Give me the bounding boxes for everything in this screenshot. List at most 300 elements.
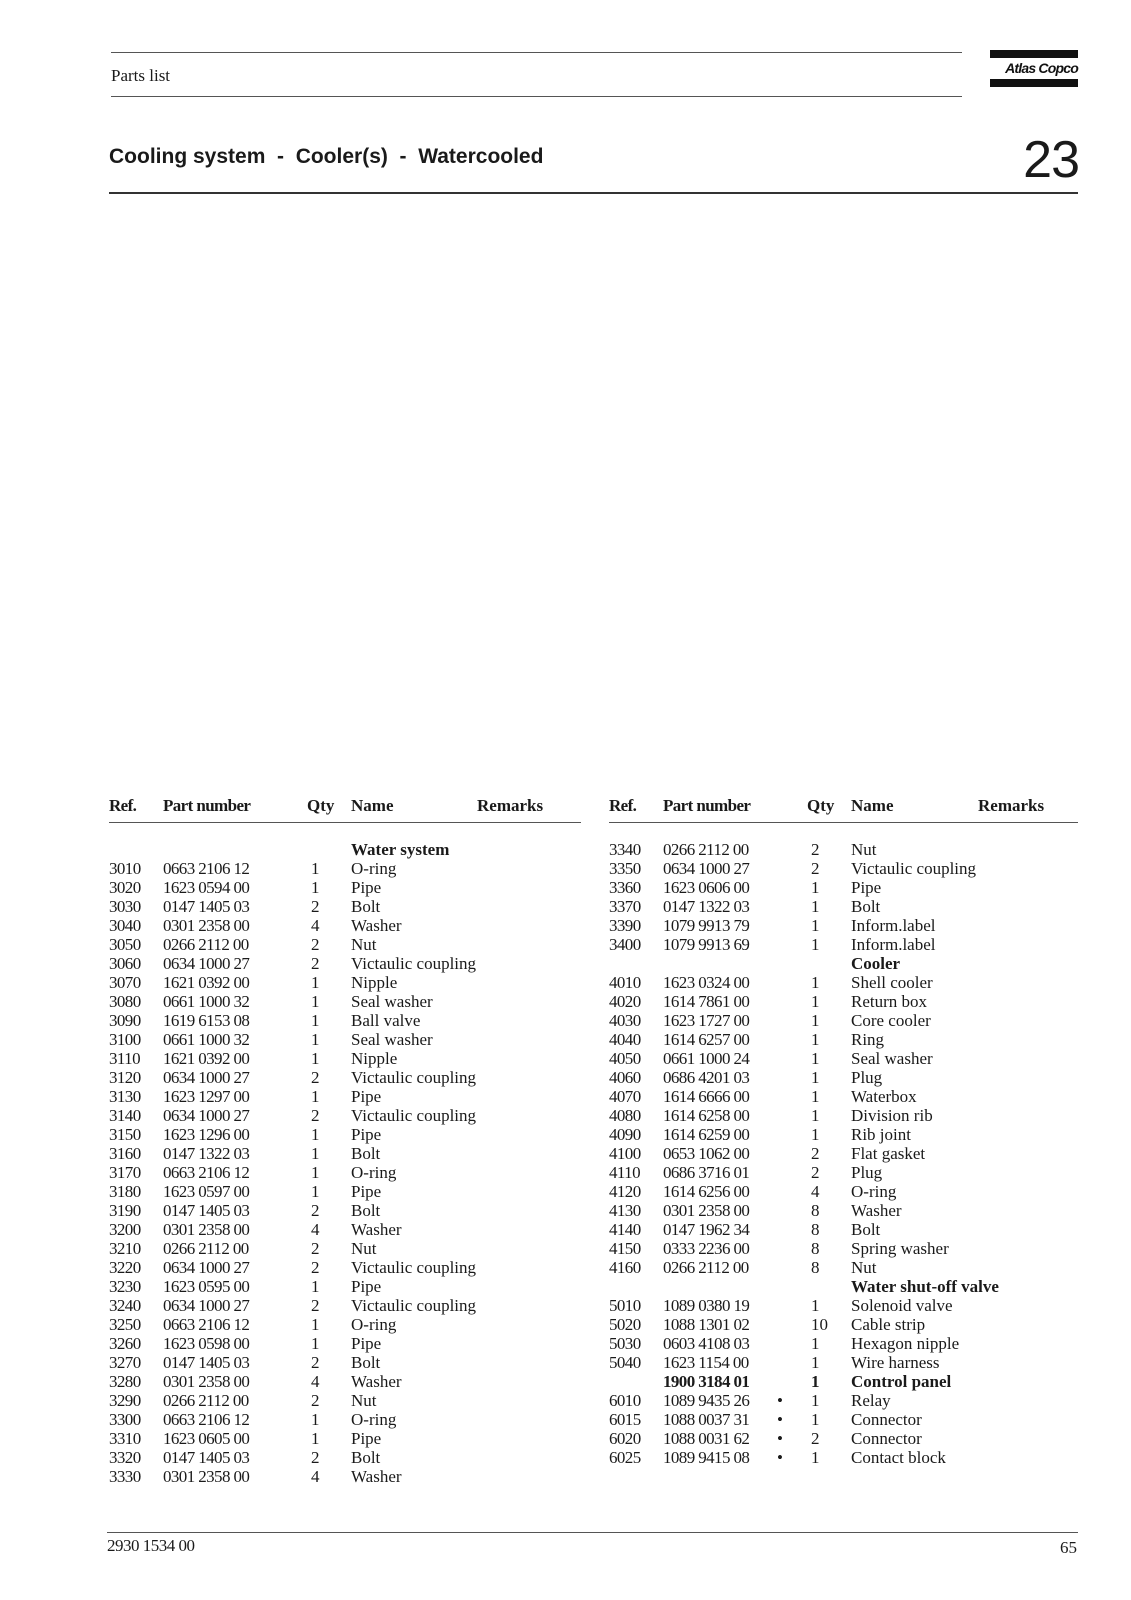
- table-row: [109, 1239, 581, 1258]
- qty-cell: 1: [311, 1125, 320, 1144]
- table-row: [109, 1087, 581, 1106]
- ref-cell: 3160: [109, 1144, 141, 1163]
- qty-cell: 4: [311, 1467, 320, 1486]
- part-number-cell: 0634 1000 27: [163, 1106, 250, 1125]
- table-body: [109, 840, 581, 1486]
- bullet-marker: •: [777, 1448, 783, 1467]
- name-cell: O-ring: [351, 1163, 397, 1182]
- table-row: [109, 1258, 581, 1277]
- section-heading-row: [609, 1277, 1078, 1296]
- part-number-cell: 0147 1405 03: [163, 897, 250, 916]
- qty-cell: 2: [311, 935, 320, 954]
- ref-cell: 3020: [109, 878, 141, 897]
- header-section-label: Parts list: [111, 66, 171, 85]
- qty-cell: 1: [311, 1429, 320, 1448]
- qty-cell: 8: [811, 1201, 820, 1220]
- ref-cell: 3300: [109, 1410, 141, 1429]
- ref-cell: 3240: [109, 1296, 141, 1315]
- qty-cell: 1: [811, 973, 820, 992]
- qty-cell: 1: [811, 1448, 820, 1467]
- ref-cell: 3350: [609, 859, 641, 878]
- table-row: [109, 1125, 581, 1144]
- table-row: [609, 1087, 1078, 1106]
- table-row: [609, 1353, 1078, 1372]
- part-number-cell: 1623 1727 00: [663, 1011, 750, 1030]
- ref-cell: 4110: [609, 1163, 640, 1182]
- ref-cell: 4020: [609, 992, 641, 1011]
- header-top-rule: [111, 52, 962, 53]
- part-number-cell: 0301 2358 00: [163, 1467, 250, 1486]
- table-row: [109, 1315, 581, 1334]
- table-row: [109, 1353, 581, 1372]
- table-row: [609, 878, 1078, 897]
- table-row: [609, 935, 1078, 954]
- qty-cell: 2: [311, 1353, 320, 1372]
- name-cell: Bolt: [351, 1448, 381, 1467]
- table-header: [609, 796, 1078, 823]
- part-number-cell: 1614 6258 00: [663, 1106, 750, 1125]
- name-cell: Victaulic coupling: [351, 1296, 477, 1315]
- header-qty: Qty: [307, 796, 335, 815]
- qty-cell: 1: [811, 916, 820, 935]
- name-cell: O-ring: [351, 1410, 397, 1429]
- table-row: [609, 1220, 1078, 1239]
- qty-cell: 1: [311, 878, 320, 897]
- ref-cell: 6010: [609, 1391, 641, 1410]
- ref-cell: 6015: [609, 1410, 641, 1429]
- name-cell: Cooler: [851, 954, 901, 973]
- name-cell: Washer: [351, 1372, 402, 1391]
- qty-cell: 8: [811, 1258, 820, 1277]
- part-number-cell: 1623 0594 00: [163, 878, 250, 897]
- part-number-cell: 1623 1154 00: [663, 1353, 749, 1372]
- part-number-cell: 1614 7861 00: [663, 992, 750, 1011]
- name-cell: Cable strip: [851, 1315, 926, 1334]
- logo-bottom-bar: [990, 79, 1078, 87]
- ref-cell: 4070: [609, 1087, 641, 1106]
- header-ref: Ref.: [109, 796, 137, 815]
- ref-cell: 4100: [609, 1144, 641, 1163]
- parts-table-left: [109, 796, 581, 1486]
- part-number-cell: 1089 9435 26: [663, 1391, 750, 1410]
- table-row: [109, 1277, 581, 1296]
- part-number-cell: 1088 0037 31: [663, 1410, 750, 1429]
- ref-cell: 3170: [109, 1163, 141, 1182]
- name-cell: Ball valve: [351, 1011, 421, 1030]
- part-number-cell: 0147 1322 03: [163, 1144, 250, 1163]
- part-number-cell: 1623 0324 00: [663, 973, 750, 992]
- table-row: [109, 878, 581, 897]
- part-number-cell: 0266 2112 00: [163, 935, 249, 954]
- part-number-cell: 0663 2106 12: [163, 859, 250, 878]
- name-cell: Plug: [851, 1163, 883, 1182]
- header-name: Name: [851, 796, 894, 815]
- name-cell: Division rib: [851, 1106, 933, 1125]
- footer-page-number: 65: [1060, 1538, 1077, 1557]
- part-number-cell: 1623 1297 00: [163, 1087, 250, 1106]
- name-cell: Rib joint: [851, 1125, 911, 1144]
- header-name: Name: [351, 796, 394, 815]
- section-heading-row: [109, 840, 581, 859]
- name-cell: Seal washer: [351, 1030, 433, 1049]
- part-number-cell: 0661 1000 24: [663, 1049, 750, 1068]
- table-row: [109, 1144, 581, 1163]
- name-cell: Pipe: [351, 1277, 382, 1296]
- logo-wordmark: Atlas Copco: [1005, 60, 1078, 76]
- name-cell: Washer: [351, 1220, 402, 1239]
- section-heading-row: [609, 1372, 1078, 1391]
- qty-cell: 1: [811, 897, 820, 916]
- table-row: [109, 1030, 581, 1049]
- table-row: [609, 1068, 1078, 1087]
- table-row: [109, 1163, 581, 1182]
- qty-cell: 8: [811, 1220, 820, 1239]
- qty-cell: 4: [811, 1182, 820, 1201]
- name-cell: Wire harness: [851, 1353, 940, 1372]
- table-row: [609, 1182, 1078, 1201]
- table-row: [109, 935, 581, 954]
- name-cell: Victaulic coupling: [351, 1106, 477, 1125]
- bullet-marker: •: [777, 1429, 783, 1448]
- part-number-cell: 0603 4108 03: [663, 1334, 750, 1353]
- name-cell: Inform.label: [851, 916, 936, 935]
- ref-cell: 5040: [609, 1353, 641, 1372]
- qty-cell: 1: [311, 1030, 320, 1049]
- table-row: [609, 1163, 1078, 1182]
- part-number-cell: 1089 0380 19: [663, 1296, 750, 1315]
- ref-cell: 3330: [109, 1467, 141, 1486]
- name-cell: Pipe: [351, 878, 382, 897]
- part-number-cell: 1088 0031 62: [663, 1429, 750, 1448]
- name-cell: Seal washer: [851, 1049, 933, 1068]
- table-row: [609, 916, 1078, 935]
- part-number-cell: 0634 1000 27: [163, 1068, 250, 1087]
- name-cell: Bolt: [351, 1353, 381, 1372]
- name-cell: Core cooler: [851, 1011, 931, 1030]
- ref-cell: 4010: [609, 973, 641, 992]
- header-ref: Ref.: [609, 796, 637, 815]
- ref-cell: 3340: [609, 840, 641, 859]
- ref-cell: 3010: [109, 859, 141, 878]
- ref-cell: 4130: [609, 1201, 641, 1220]
- ref-cell: 6025: [609, 1448, 641, 1467]
- table-row: [609, 1334, 1078, 1353]
- header-remarks: Remarks: [978, 796, 1045, 815]
- part-number-cell: 0661 1000 32: [163, 992, 250, 1011]
- ref-cell: 3090: [109, 1011, 141, 1030]
- name-cell: Nut: [351, 1239, 377, 1258]
- qty-cell: 2: [311, 1106, 320, 1125]
- ref-cell: 3140: [109, 1106, 141, 1125]
- table-row: [609, 897, 1078, 916]
- ref-cell: 4090: [609, 1125, 641, 1144]
- ref-cell: 4150: [609, 1239, 641, 1258]
- table-row: [609, 1258, 1078, 1277]
- qty-cell: 2: [811, 1144, 820, 1163]
- ref-cell: 5020: [609, 1315, 641, 1334]
- ref-cell: 3270: [109, 1353, 141, 1372]
- table-row: [609, 1106, 1078, 1125]
- header-part-number: Part number: [163, 796, 251, 815]
- part-number-cell: 0147 1405 03: [163, 1448, 250, 1467]
- table-row: [109, 992, 581, 1011]
- table-row: [109, 1068, 581, 1087]
- table-row: [109, 1429, 581, 1448]
- part-number-cell: 0301 2358 00: [163, 916, 250, 935]
- part-number-cell: 1623 0595 00: [163, 1277, 250, 1296]
- qty-cell: 2: [311, 1068, 320, 1087]
- part-number-cell: 0634 1000 27: [163, 1296, 250, 1315]
- name-cell: Ring: [851, 1030, 885, 1049]
- qty-cell: 2: [311, 1201, 320, 1220]
- footer-rule: [107, 1532, 1078, 1533]
- name-cell: Inform.label: [851, 935, 936, 954]
- part-number-cell: 1623 0597 00: [163, 1182, 250, 1201]
- qty-cell: 1: [811, 1011, 820, 1030]
- part-number-cell: 0266 2112 00: [163, 1239, 249, 1258]
- ref-cell: 3030: [109, 897, 141, 916]
- name-cell: Bolt: [351, 897, 381, 916]
- name-cell: Victaulic coupling: [851, 859, 977, 878]
- name-cell: Connector: [851, 1429, 922, 1448]
- part-number-cell: 1900 3184 01: [663, 1372, 750, 1391]
- ref-cell: 4160: [609, 1258, 641, 1277]
- qty-cell: 1: [811, 1030, 820, 1049]
- ref-cell: 3190: [109, 1201, 141, 1220]
- ref-cell: 4040: [609, 1030, 641, 1049]
- qty-cell: 2: [811, 840, 820, 859]
- title-rule: [109, 192, 1078, 194]
- ref-cell: 3100: [109, 1030, 141, 1049]
- name-cell: Pipe: [351, 1334, 382, 1353]
- table-row: [609, 1125, 1078, 1144]
- qty-cell: 2: [311, 897, 320, 916]
- table-row: [609, 1315, 1078, 1334]
- ref-cell: 5030: [609, 1334, 641, 1353]
- parts-table-right: [609, 796, 1078, 1467]
- ref-cell: 3180: [109, 1182, 141, 1201]
- table-row: [609, 1296, 1078, 1315]
- name-cell: Washer: [351, 1467, 402, 1486]
- table-row: [109, 1182, 581, 1201]
- qty-cell: 1: [311, 1087, 320, 1106]
- table-row: [109, 1011, 581, 1030]
- qty-cell: 1: [811, 1087, 820, 1106]
- table-body: [609, 840, 1078, 1467]
- name-cell: Spring washer: [851, 1239, 949, 1258]
- table-row: [109, 1220, 581, 1239]
- ref-cell: 3360: [609, 878, 641, 897]
- table-row: [609, 859, 1078, 878]
- name-cell: Bolt: [351, 1201, 381, 1220]
- name-cell: Return box: [851, 992, 928, 1011]
- table-row: [609, 973, 1078, 992]
- qty-cell: 1: [811, 1049, 820, 1068]
- qty-cell: 1: [811, 1125, 820, 1144]
- name-cell: Nipple: [351, 973, 398, 992]
- ref-cell: 3080: [109, 992, 141, 1011]
- name-cell: Bolt: [851, 1220, 881, 1239]
- chapter-number: 23: [1023, 131, 1079, 189]
- qty-cell: 1: [311, 1410, 320, 1429]
- part-number-cell: 0634 1000 27: [663, 859, 750, 878]
- header-bottom-rule: [111, 96, 962, 97]
- table-row: [609, 1391, 1078, 1410]
- qty-cell: 1: [811, 878, 820, 897]
- ref-cell: 4060: [609, 1068, 641, 1087]
- part-number-cell: 0663 2106 12: [163, 1315, 250, 1334]
- part-number-cell: 1614 6256 00: [663, 1182, 750, 1201]
- name-cell: Relay: [851, 1391, 891, 1410]
- qty-cell: 1: [311, 1163, 320, 1182]
- name-cell: Pipe: [351, 1087, 382, 1106]
- table-row: [109, 954, 581, 973]
- name-cell: Pipe: [351, 1182, 382, 1201]
- ref-cell: 3070: [109, 973, 141, 992]
- table-row: [109, 1391, 581, 1410]
- qty-cell: 2: [811, 1429, 820, 1448]
- qty-cell: 10: [811, 1315, 828, 1334]
- ref-cell: 3400: [609, 935, 641, 954]
- part-number-cell: 0266 2112 00: [163, 1391, 249, 1410]
- table-row: [109, 1334, 581, 1353]
- part-number-cell: 1079 9913 69: [663, 935, 750, 954]
- name-cell: Seal washer: [351, 992, 433, 1011]
- qty-cell: 1: [311, 1011, 320, 1030]
- ref-cell: 3320: [109, 1448, 141, 1467]
- name-cell: Washer: [351, 916, 402, 935]
- table-row: [609, 1429, 1078, 1448]
- name-cell: Nut: [351, 935, 377, 954]
- table-row: [109, 1049, 581, 1068]
- ref-cell: 3110: [109, 1049, 140, 1068]
- footer-document-number: 2930 1534 00: [107, 1536, 195, 1555]
- qty-cell: 1: [811, 1334, 820, 1353]
- ref-cell: 4120: [609, 1182, 641, 1201]
- part-number-cell: 1621 0392 00: [163, 973, 250, 992]
- part-number-cell: 0301 2358 00: [163, 1372, 250, 1391]
- qty-cell: 1: [311, 1144, 320, 1163]
- name-cell: Control panel: [851, 1372, 952, 1391]
- qty-cell: 1: [811, 1296, 820, 1315]
- qty-cell: 1: [311, 1182, 320, 1201]
- qty-cell: 1: [811, 1353, 820, 1372]
- qty-cell: 1: [311, 992, 320, 1011]
- name-cell: Waterbox: [851, 1087, 917, 1106]
- name-cell: Washer: [851, 1201, 902, 1220]
- table-row: [609, 840, 1078, 859]
- qty-cell: 1: [811, 1068, 820, 1087]
- name-cell: Pipe: [351, 1125, 382, 1144]
- name-cell: Bolt: [851, 897, 881, 916]
- qty-cell: 1: [311, 1049, 320, 1068]
- part-number-cell: 0147 1405 03: [163, 1353, 250, 1372]
- table-row: [609, 1410, 1078, 1429]
- table-row: [109, 1467, 581, 1486]
- part-number-cell: 1621 0392 00: [163, 1049, 250, 1068]
- part-number-cell: 1614 6666 00: [663, 1087, 750, 1106]
- table-row: [609, 992, 1078, 1011]
- ref-cell: 3280: [109, 1372, 141, 1391]
- qty-cell: 1: [311, 859, 320, 878]
- part-number-cell: 1088 1301 02: [663, 1315, 750, 1334]
- qty-cell: 4: [311, 916, 320, 935]
- ref-cell: 5010: [609, 1296, 641, 1315]
- name-cell: Nipple: [351, 1049, 398, 1068]
- ref-cell: 6020: [609, 1429, 641, 1448]
- part-number-cell: 0266 2112 00: [663, 1258, 749, 1277]
- name-cell: O-ring: [351, 1315, 397, 1334]
- qty-cell: 2: [811, 859, 820, 878]
- part-number-cell: 1089 9415 08: [663, 1448, 750, 1467]
- part-number-cell: 0147 1322 03: [663, 897, 750, 916]
- name-cell: Water system: [351, 840, 450, 859]
- table-row: [609, 1049, 1078, 1068]
- table-row: [609, 1201, 1078, 1220]
- part-number-cell: 0661 1000 32: [163, 1030, 250, 1049]
- name-cell: Flat gasket: [851, 1144, 926, 1163]
- qty-cell: 1: [811, 1372, 820, 1391]
- name-cell: Plug: [851, 1068, 883, 1087]
- name-cell: Solenoid valve: [851, 1296, 953, 1315]
- qty-cell: 2: [311, 1448, 320, 1467]
- ref-cell: 3130: [109, 1087, 141, 1106]
- table-row: [109, 1296, 581, 1315]
- page-title: Cooling system - Cooler(s) - Watercooled: [109, 145, 544, 168]
- ref-cell: 3120: [109, 1068, 141, 1087]
- ref-cell: 4080: [609, 1106, 641, 1125]
- qty-cell: 2: [811, 1163, 820, 1182]
- name-cell: Victaulic coupling: [351, 1068, 477, 1087]
- ref-cell: 3040: [109, 916, 141, 935]
- table-row: [109, 1448, 581, 1467]
- part-number-cell: 1623 0605 00: [163, 1429, 250, 1448]
- ref-cell: 3370: [609, 897, 641, 916]
- ref-cell: 3260: [109, 1334, 141, 1353]
- name-cell: Hexagon nipple: [851, 1334, 960, 1353]
- ref-cell: 3250: [109, 1315, 141, 1334]
- part-number-cell: 1619 6153 08: [163, 1011, 250, 1030]
- table-row: [109, 1201, 581, 1220]
- ref-cell: 4050: [609, 1049, 641, 1068]
- name-cell: O-ring: [351, 859, 397, 878]
- part-number-cell: 0301 2358 00: [663, 1201, 750, 1220]
- table-row: [109, 897, 581, 916]
- name-cell: O-ring: [851, 1182, 897, 1201]
- ref-cell: 3230: [109, 1277, 141, 1296]
- ref-cell: 3050: [109, 935, 141, 954]
- qty-cell: 4: [311, 1220, 320, 1239]
- part-number-cell: 1623 0606 00: [663, 878, 750, 897]
- name-cell: Nut: [851, 840, 877, 859]
- part-number-cell: 1623 1296 00: [163, 1125, 250, 1144]
- name-cell: Water shut-off valve: [851, 1277, 999, 1296]
- part-number-cell: 0147 1405 03: [163, 1201, 250, 1220]
- qty-cell: 1: [811, 1106, 820, 1125]
- table-row: [109, 1410, 581, 1429]
- qty-cell: 1: [311, 1334, 320, 1353]
- header-part-number: Part number: [663, 796, 751, 815]
- qty-cell: 2: [311, 1258, 320, 1277]
- bullet-marker: •: [777, 1410, 783, 1429]
- bullet-marker: •: [777, 1391, 783, 1410]
- ref-cell: 3220: [109, 1258, 141, 1277]
- table-row: [109, 859, 581, 878]
- part-number-cell: 0653 1062 00: [663, 1144, 750, 1163]
- name-cell: Nut: [851, 1258, 877, 1277]
- table-row: [109, 1106, 581, 1125]
- name-cell: Connector: [851, 1410, 922, 1429]
